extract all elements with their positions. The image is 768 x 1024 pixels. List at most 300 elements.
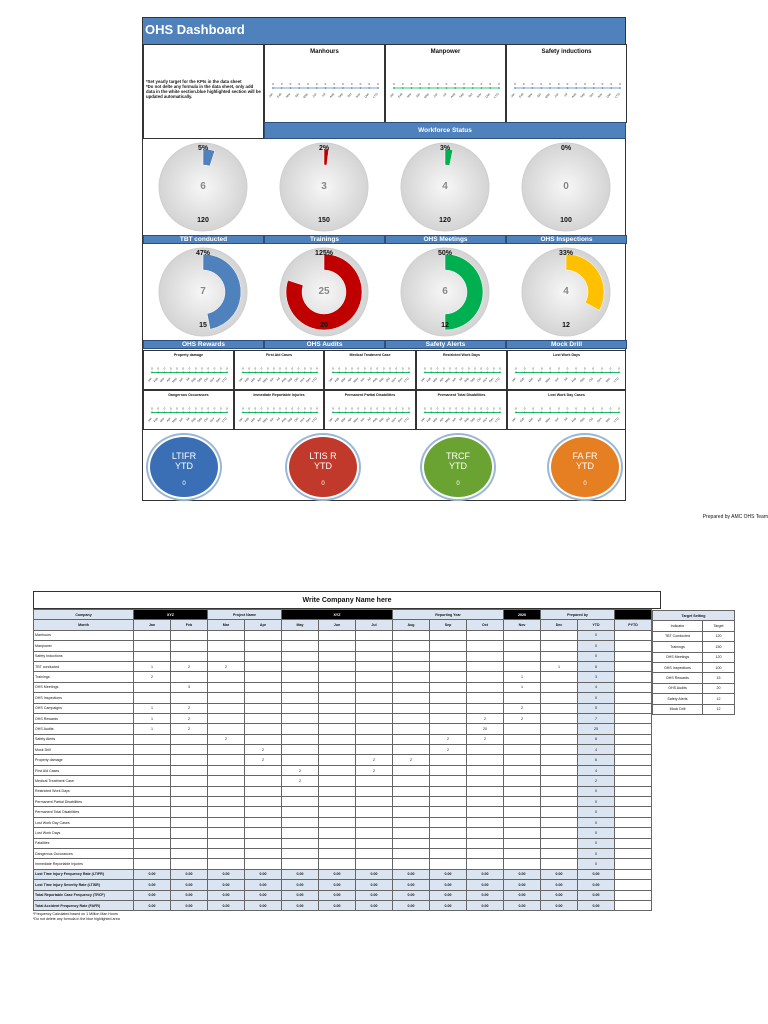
data-cell[interactable] (171, 828, 208, 838)
data-cell[interactable] (356, 786, 393, 796)
data-cell[interactable] (541, 786, 578, 796)
target-cell[interactable]: 120 (703, 631, 735, 641)
pytd-cell[interactable] (615, 672, 652, 682)
data-cell[interactable] (356, 661, 393, 671)
data-cell[interactable] (467, 765, 504, 775)
data-cell[interactable] (356, 724, 393, 734)
data-cell[interactable] (134, 859, 171, 869)
data-cell[interactable] (319, 641, 356, 651)
data-cell[interactable] (282, 838, 319, 848)
data-cell[interactable]: 2 (245, 755, 282, 765)
data-cell[interactable] (356, 817, 393, 827)
data-cell[interactable] (208, 724, 245, 734)
data-cell[interactable] (467, 745, 504, 755)
data-cell[interactable] (171, 745, 208, 755)
data-cell[interactable] (393, 630, 430, 640)
data-cell[interactable] (393, 651, 430, 661)
data-cell[interactable] (541, 651, 578, 661)
data-cell[interactable] (319, 672, 356, 682)
data-cell[interactable] (504, 693, 541, 703)
data-cell[interactable] (319, 797, 356, 807)
data-cell[interactable] (356, 797, 393, 807)
data-cell[interactable] (504, 630, 541, 640)
data-cell[interactable] (393, 734, 430, 744)
pytd-cell[interactable] (615, 848, 652, 858)
data-cell[interactable] (282, 641, 319, 651)
data-cell[interactable] (541, 724, 578, 734)
pytd-cell[interactable] (615, 713, 652, 723)
data-cell[interactable] (467, 817, 504, 827)
data-cell[interactable] (393, 713, 430, 723)
data-cell[interactable] (541, 797, 578, 807)
data-cell[interactable] (282, 713, 319, 723)
data-cell[interactable] (171, 630, 208, 640)
data-cell[interactable] (541, 776, 578, 786)
target-cell[interactable]: 20 (703, 683, 735, 693)
data-cell[interactable] (430, 703, 467, 713)
data-cell[interactable] (208, 807, 245, 817)
data-cell[interactable] (171, 651, 208, 661)
data-cell[interactable] (134, 745, 171, 755)
data-cell[interactable] (504, 838, 541, 848)
data-cell[interactable] (356, 745, 393, 755)
data-cell[interactable] (504, 724, 541, 734)
target-cell[interactable]: 100 (703, 662, 735, 672)
pytd-cell[interactable] (615, 661, 652, 671)
data-cell[interactable] (319, 630, 356, 640)
data-cell[interactable] (356, 682, 393, 692)
data-cell[interactable] (282, 682, 319, 692)
data-cell[interactable] (245, 776, 282, 786)
data-cell[interactable] (319, 776, 356, 786)
data-cell[interactable] (430, 848, 467, 858)
data-cell[interactable] (430, 651, 467, 661)
data-cell[interactable] (319, 703, 356, 713)
data-cell[interactable] (467, 848, 504, 858)
data-cell[interactable] (134, 797, 171, 807)
data-cell[interactable] (356, 672, 393, 682)
data-cell[interactable] (245, 859, 282, 869)
data-cell[interactable] (356, 776, 393, 786)
data-cell[interactable] (171, 755, 208, 765)
data-cell[interactable] (282, 651, 319, 661)
data-cell[interactable] (541, 755, 578, 765)
data-cell[interactable] (504, 661, 541, 671)
pytd-cell[interactable] (615, 755, 652, 765)
pytd-cell[interactable] (615, 693, 652, 703)
data-cell[interactable] (319, 817, 356, 827)
data-cell[interactable]: 1 (504, 682, 541, 692)
data-cell[interactable] (245, 828, 282, 838)
pytd-cell[interactable] (615, 838, 652, 848)
data-cell[interactable] (319, 828, 356, 838)
data-cell[interactable] (467, 651, 504, 661)
company-value[interactable]: XYZ (134, 610, 208, 620)
data-cell[interactable] (467, 797, 504, 807)
pytd-cell[interactable] (615, 724, 652, 734)
data-cell[interactable]: 2 (430, 745, 467, 755)
data-cell[interactable] (504, 734, 541, 744)
data-cell[interactable] (171, 797, 208, 807)
data-cell[interactable] (541, 703, 578, 713)
data-cell[interactable] (208, 693, 245, 703)
data-cell[interactable] (171, 693, 208, 703)
data-cell[interactable] (245, 817, 282, 827)
data-cell[interactable] (393, 682, 430, 692)
data-cell[interactable] (356, 651, 393, 661)
data-cell[interactable] (282, 672, 319, 682)
data-cell[interactable] (356, 713, 393, 723)
pytd-cell[interactable] (615, 765, 652, 775)
data-cell[interactable] (541, 848, 578, 858)
data-cell[interactable] (504, 817, 541, 827)
data-cell[interactable] (245, 661, 282, 671)
data-cell[interactable] (541, 734, 578, 744)
data-cell[interactable] (393, 765, 430, 775)
data-cell[interactable] (393, 817, 430, 827)
data-cell[interactable] (282, 817, 319, 827)
data-cell[interactable] (393, 797, 430, 807)
data-cell[interactable]: 2 (393, 755, 430, 765)
target-cell[interactable]: 12 (703, 694, 735, 704)
data-cell[interactable]: 20 (467, 724, 504, 734)
data-cell[interactable] (467, 641, 504, 651)
data-cell[interactable] (245, 838, 282, 848)
data-cell[interactable] (134, 651, 171, 661)
data-cell[interactable]: 2 (208, 734, 245, 744)
data-cell[interactable] (541, 693, 578, 703)
data-cell[interactable] (430, 776, 467, 786)
data-cell[interactable] (208, 859, 245, 869)
pytd-cell[interactable] (615, 776, 652, 786)
data-cell[interactable] (245, 724, 282, 734)
data-cell[interactable] (430, 630, 467, 640)
data-cell[interactable]: 1 (134, 661, 171, 671)
data-cell[interactable] (393, 848, 430, 858)
data-cell[interactable] (430, 713, 467, 723)
data-cell[interactable] (467, 703, 504, 713)
data-cell[interactable] (319, 693, 356, 703)
pytd-cell[interactable] (615, 859, 652, 869)
data-cell[interactable] (393, 745, 430, 755)
data-cell[interactable] (393, 724, 430, 734)
data-cell[interactable] (504, 745, 541, 755)
data-cell[interactable] (393, 786, 430, 796)
data-cell[interactable] (356, 807, 393, 817)
data-cell[interactable] (430, 859, 467, 869)
data-cell[interactable] (430, 797, 467, 807)
data-cell[interactable] (504, 848, 541, 858)
data-cell[interactable] (171, 838, 208, 848)
data-cell[interactable] (208, 765, 245, 775)
data-cell[interactable] (282, 724, 319, 734)
data-cell[interactable] (134, 786, 171, 796)
data-cell[interactable] (467, 682, 504, 692)
pytd-cell[interactable] (615, 828, 652, 838)
data-cell[interactable]: 2 (245, 745, 282, 755)
data-cell[interactable] (356, 828, 393, 838)
data-cell[interactable] (134, 765, 171, 775)
data-cell[interactable] (282, 797, 319, 807)
data-cell[interactable] (467, 807, 504, 817)
data-cell[interactable] (430, 672, 467, 682)
data-cell[interactable]: 2 (208, 661, 245, 671)
data-cell[interactable] (319, 651, 356, 661)
data-cell[interactable] (208, 682, 245, 692)
data-cell[interactable] (430, 765, 467, 775)
data-cell[interactable] (356, 630, 393, 640)
data-cell[interactable] (245, 682, 282, 692)
data-cell[interactable] (356, 859, 393, 869)
data-cell[interactable] (208, 703, 245, 713)
data-cell[interactable] (208, 848, 245, 858)
data-cell[interactable] (171, 817, 208, 827)
data-cell[interactable] (208, 786, 245, 796)
pytd-cell[interactable] (615, 682, 652, 692)
data-cell[interactable] (393, 838, 430, 848)
data-cell[interactable] (319, 838, 356, 848)
data-cell[interactable] (430, 755, 467, 765)
prepared-value[interactable] (615, 610, 652, 620)
pytd-cell[interactable] (615, 703, 652, 713)
data-cell[interactable] (134, 776, 171, 786)
data-cell[interactable] (467, 630, 504, 640)
data-cell[interactable] (467, 672, 504, 682)
pytd-cell[interactable] (615, 651, 652, 661)
pytd-cell[interactable] (615, 745, 652, 755)
data-cell[interactable] (282, 848, 319, 858)
data-cell[interactable] (319, 734, 356, 744)
data-cell[interactable] (282, 703, 319, 713)
data-cell[interactable]: 2 (282, 776, 319, 786)
data-cell[interactable] (319, 755, 356, 765)
data-cell[interactable]: 2 (467, 713, 504, 723)
data-cell[interactable] (467, 786, 504, 796)
data-cell[interactable] (245, 734, 282, 744)
data-cell[interactable] (245, 630, 282, 640)
data-cell[interactable] (541, 765, 578, 775)
data-cell[interactable] (504, 651, 541, 661)
data-cell[interactable] (245, 786, 282, 796)
data-cell[interactable] (134, 641, 171, 651)
data-cell[interactable] (504, 807, 541, 817)
data-cell[interactable] (245, 641, 282, 651)
data-cell[interactable] (171, 765, 208, 775)
data-cell[interactable] (208, 797, 245, 807)
data-cell[interactable] (245, 672, 282, 682)
data-cell[interactable] (467, 693, 504, 703)
data-cell[interactable] (541, 672, 578, 682)
data-cell[interactable] (541, 630, 578, 640)
data-cell[interactable] (134, 693, 171, 703)
data-cell[interactable] (282, 859, 319, 869)
data-cell[interactable]: 2 (504, 713, 541, 723)
data-cell[interactable]: 1 (134, 703, 171, 713)
data-cell[interactable] (208, 630, 245, 640)
data-cell[interactable] (393, 807, 430, 817)
data-cell[interactable] (319, 661, 356, 671)
data-cell[interactable]: 2 (171, 724, 208, 734)
data-cell[interactable] (356, 641, 393, 651)
data-cell[interactable] (208, 651, 245, 661)
data-cell[interactable] (504, 755, 541, 765)
year-value[interactable]: 2020 (504, 610, 541, 620)
data-cell[interactable] (134, 848, 171, 858)
pytd-cell[interactable] (615, 807, 652, 817)
data-cell[interactable] (541, 713, 578, 723)
data-cell[interactable] (134, 838, 171, 848)
target-cell[interactable]: 120 (703, 652, 735, 662)
data-cell[interactable] (393, 703, 430, 713)
pytd-cell[interactable] (615, 641, 652, 651)
data-cell[interactable] (134, 807, 171, 817)
data-cell[interactable] (134, 682, 171, 692)
data-cell[interactable]: 2 (356, 765, 393, 775)
data-cell[interactable] (541, 682, 578, 692)
data-cell[interactable] (356, 848, 393, 858)
data-cell[interactable] (245, 807, 282, 817)
pytd-cell[interactable] (615, 797, 652, 807)
pytd-cell[interactable] (615, 630, 652, 640)
data-cell[interactable] (430, 807, 467, 817)
data-cell[interactable]: 1 (504, 672, 541, 682)
data-cell[interactable]: 2 (134, 672, 171, 682)
data-cell[interactable] (171, 786, 208, 796)
data-cell[interactable] (171, 734, 208, 744)
data-cell[interactable] (504, 797, 541, 807)
data-cell[interactable] (393, 828, 430, 838)
data-cell[interactable] (356, 734, 393, 744)
data-cell[interactable] (356, 838, 393, 848)
data-cell[interactable] (282, 745, 319, 755)
data-cell[interactable]: 2 (171, 661, 208, 671)
data-cell[interactable] (245, 651, 282, 661)
data-cell[interactable] (393, 661, 430, 671)
data-cell[interactable] (541, 859, 578, 869)
data-cell[interactable] (430, 828, 467, 838)
pytd-cell[interactable] (615, 786, 652, 796)
data-cell[interactable] (282, 807, 319, 817)
data-cell[interactable] (208, 745, 245, 755)
data-cell[interactable] (430, 838, 467, 848)
data-cell[interactable] (319, 786, 356, 796)
data-cell[interactable]: 1 (541, 661, 578, 671)
data-cell[interactable] (319, 724, 356, 734)
data-cell[interactable] (393, 693, 430, 703)
data-cell[interactable] (134, 755, 171, 765)
data-cell[interactable]: 2 (356, 755, 393, 765)
data-cell[interactable] (541, 745, 578, 755)
data-cell[interactable] (208, 672, 245, 682)
data-cell[interactable] (541, 828, 578, 838)
data-cell[interactable] (171, 672, 208, 682)
data-cell[interactable] (504, 776, 541, 786)
pytd-cell[interactable] (615, 734, 652, 744)
data-cell[interactable] (171, 776, 208, 786)
data-cell[interactable] (208, 817, 245, 827)
data-cell[interactable] (245, 713, 282, 723)
data-cell[interactable] (467, 755, 504, 765)
data-cell[interactable]: 2 (171, 703, 208, 713)
data-cell[interactable] (504, 641, 541, 651)
sheet-title[interactable]: Write Company Name here (33, 591, 661, 609)
data-cell[interactable] (319, 745, 356, 755)
data-cell[interactable] (541, 838, 578, 848)
data-cell[interactable] (319, 807, 356, 817)
data-cell[interactable] (134, 828, 171, 838)
data-cell[interactable] (134, 630, 171, 640)
data-cell[interactable]: 2 (467, 734, 504, 744)
data-cell[interactable] (245, 765, 282, 775)
data-cell[interactable] (282, 661, 319, 671)
data-cell[interactable] (467, 859, 504, 869)
data-cell[interactable] (504, 765, 541, 775)
data-cell[interactable] (430, 724, 467, 734)
data-cell[interactable] (134, 817, 171, 827)
data-cell[interactable] (245, 693, 282, 703)
data-cell[interactable]: 2 (171, 713, 208, 723)
data-cell[interactable] (319, 765, 356, 775)
data-cell[interactable] (393, 859, 430, 869)
data-cell[interactable] (504, 786, 541, 796)
data-cell[interactable]: 2 (282, 765, 319, 775)
data-cell[interactable]: 1 (134, 724, 171, 734)
data-cell[interactable] (504, 859, 541, 869)
data-cell[interactable] (282, 755, 319, 765)
data-cell[interactable] (171, 641, 208, 651)
data-cell[interactable] (430, 693, 467, 703)
data-cell[interactable]: 1 (134, 713, 171, 723)
data-cell[interactable] (282, 693, 319, 703)
data-cell[interactable] (245, 848, 282, 858)
data-cell[interactable] (319, 859, 356, 869)
pytd-cell[interactable] (615, 817, 652, 827)
data-cell[interactable] (541, 807, 578, 817)
data-cell[interactable] (282, 734, 319, 744)
data-cell[interactable]: 3 (171, 682, 208, 692)
data-cell[interactable] (208, 838, 245, 848)
data-cell[interactable] (319, 682, 356, 692)
data-cell[interactable] (245, 703, 282, 713)
data-cell[interactable] (467, 838, 504, 848)
data-cell[interactable]: 2 (504, 703, 541, 713)
data-cell[interactable] (467, 661, 504, 671)
data-cell[interactable] (356, 693, 393, 703)
data-cell[interactable] (541, 641, 578, 651)
target-cell[interactable]: 12 (703, 704, 735, 714)
data-cell[interactable] (467, 776, 504, 786)
data-cell[interactable] (208, 776, 245, 786)
data-cell[interactable] (319, 848, 356, 858)
data-cell[interactable] (430, 661, 467, 671)
data-cell[interactable] (245, 797, 282, 807)
data-cell[interactable] (171, 859, 208, 869)
project-value[interactable]: XYZ (282, 610, 393, 620)
data-cell[interactable]: 2 (430, 734, 467, 744)
data-cell[interactable] (356, 703, 393, 713)
data-cell[interactable] (319, 713, 356, 723)
data-cell[interactable] (504, 828, 541, 838)
data-cell[interactable] (282, 786, 319, 796)
data-cell[interactable] (393, 672, 430, 682)
data-cell[interactable] (393, 641, 430, 651)
data-cell[interactable] (282, 828, 319, 838)
target-cell[interactable]: 150 (703, 642, 735, 652)
data-cell[interactable] (134, 734, 171, 744)
data-cell[interactable] (282, 630, 319, 640)
data-cell[interactable] (171, 807, 208, 817)
data-cell[interactable] (430, 682, 467, 692)
